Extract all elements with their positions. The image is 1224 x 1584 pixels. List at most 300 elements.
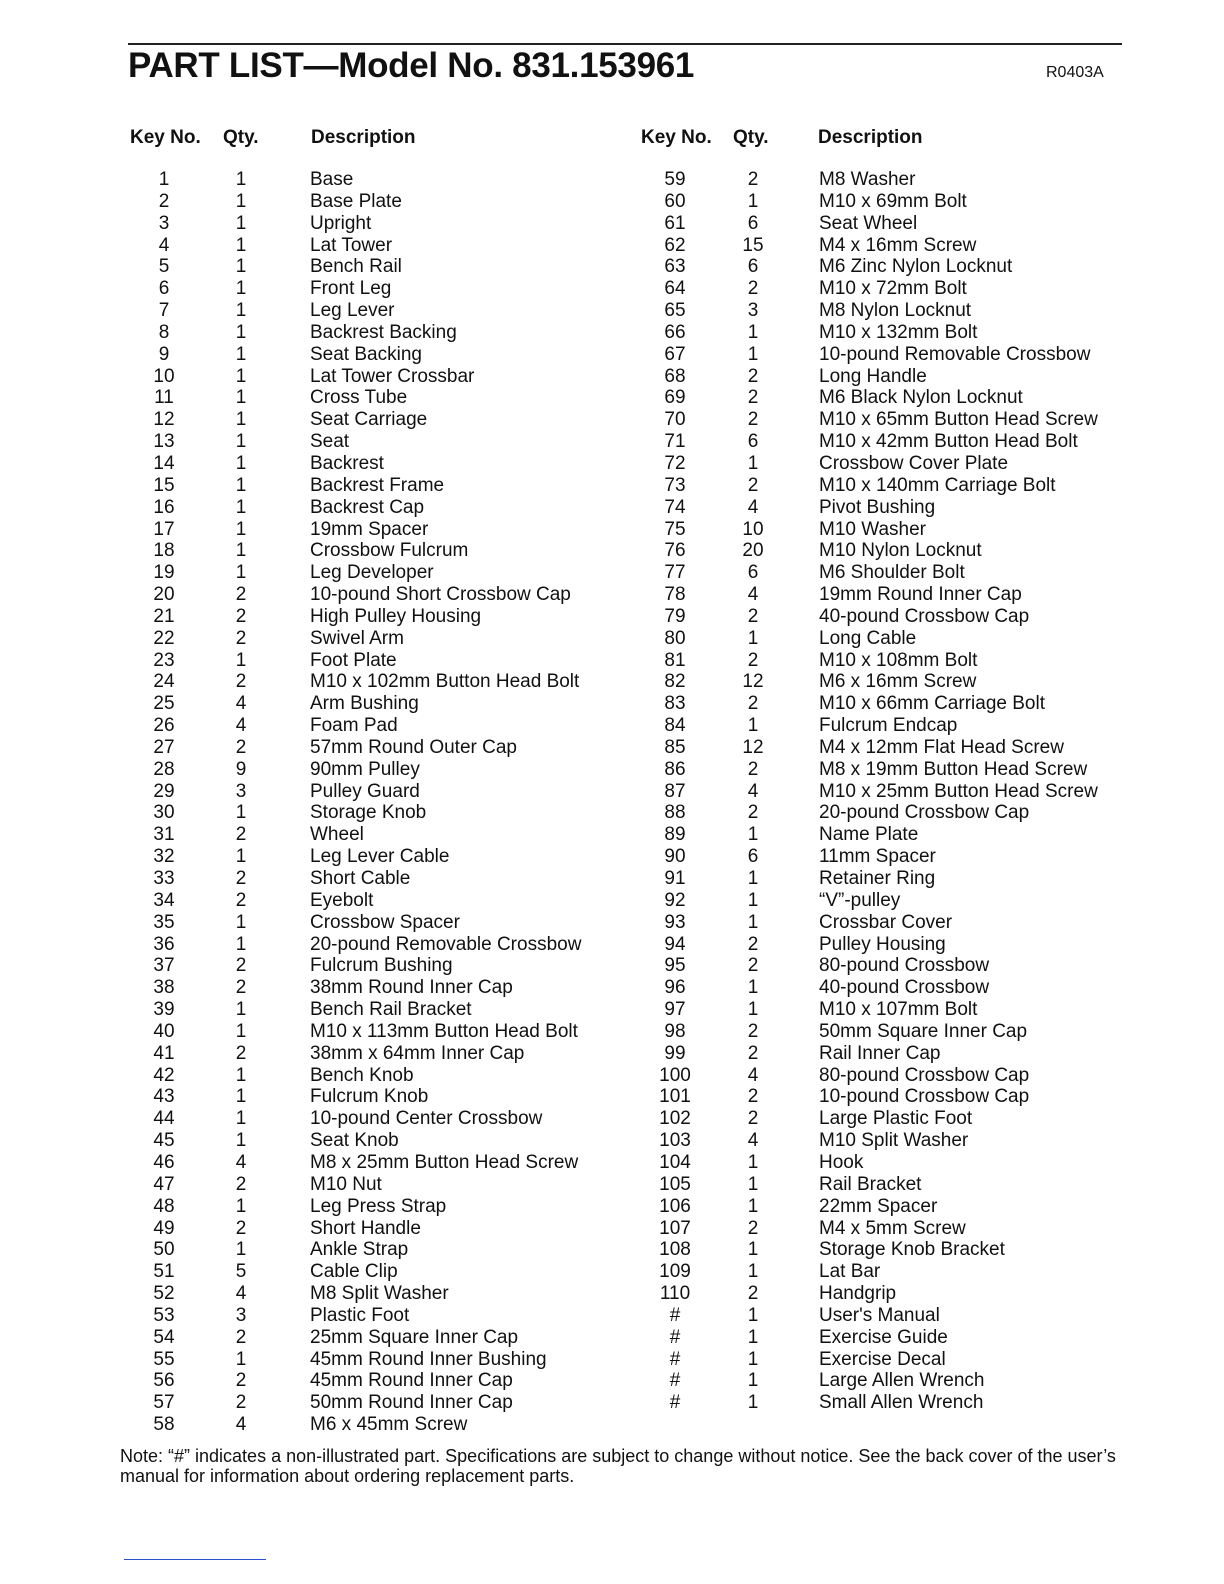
- part-quantity: 2: [747, 278, 759, 300]
- part-quantity: 1: [747, 1195, 759, 1217]
- part-key-number: 11: [154, 387, 174, 409]
- part-quantity: 4: [235, 1283, 247, 1305]
- part-description: Foot Plate: [310, 649, 397, 671]
- part-description: Crossbow Cover Plate: [819, 452, 1009, 474]
- part-description: 10-pound Removable Crossbow: [819, 343, 1091, 365]
- part-description: Cross Tube: [310, 387, 408, 409]
- part-description: M8 Washer: [819, 169, 916, 190]
- part-quantity: 2: [747, 955, 759, 977]
- part-quantity: 1: [235, 562, 247, 584]
- part-key-number: 41: [153, 1042, 175, 1064]
- part-quantity: 1: [747, 1173, 759, 1195]
- part-key-number: 93: [664, 911, 686, 933]
- part-description: 25mm Square Inner Cap: [310, 1326, 519, 1348]
- part-description: M10 x 72mm Bolt: [819, 278, 967, 300]
- part-description: Name Plate: [819, 824, 919, 846]
- part-quantity: 2: [235, 736, 247, 758]
- part-quantity: 1: [747, 1348, 759, 1370]
- part-key-number: 59: [664, 169, 686, 190]
- part-quantity: 1: [747, 1304, 759, 1326]
- part-description: M8 Split Washer: [310, 1283, 449, 1305]
- part-description: Crossbar Cover: [819, 911, 953, 933]
- part-key-number: 64: [664, 278, 686, 300]
- part-key-number: 89: [664, 824, 686, 846]
- part-description: M6 x 16mm Screw: [819, 671, 977, 693]
- part-description: High Pulley Housing: [310, 605, 482, 627]
- part-quantity: 4: [747, 1064, 759, 1086]
- part-key-number: 37: [153, 955, 175, 977]
- part-key-number: 105: [659, 1173, 691, 1195]
- part-key-number: 60: [664, 190, 686, 212]
- part-description: Wheel: [310, 824, 364, 846]
- part-key-number: 8: [158, 321, 170, 343]
- part-quantity: 1: [235, 1239, 247, 1261]
- part-quantity: 1: [747, 627, 759, 649]
- part-key-number: 43: [153, 1086, 175, 1108]
- part-quantity: 2: [747, 409, 759, 431]
- part-key-number: 23: [153, 649, 175, 671]
- part-quantity: 1: [747, 1261, 759, 1283]
- header-desc-right: Description: [818, 127, 923, 148]
- header-qty-right: Qty.: [733, 127, 769, 148]
- part-quantity: 2: [747, 933, 759, 955]
- part-key-number: 62: [664, 234, 686, 256]
- part-description: M6 Zinc Nylon Locknut: [819, 256, 1013, 278]
- part-key-number: 4: [158, 234, 170, 256]
- header-key-right: Key No.: [641, 127, 712, 148]
- part-description: M8 x 19mm Button Head Screw: [819, 758, 1088, 780]
- part-description: Bench Rail: [310, 256, 402, 278]
- part-description: Storage Knob Bracket: [819, 1239, 1005, 1261]
- part-key-number: 21: [153, 605, 175, 627]
- part-key-number: 31: [153, 824, 175, 846]
- part-key-number: 56: [153, 1370, 175, 1392]
- part-key-number: 58: [153, 1414, 175, 1436]
- part-description: Retainer Ring: [819, 868, 936, 889]
- part-description: 80-pound Crossbow Cap: [819, 1064, 1030, 1086]
- part-quantity: 2: [747, 1042, 759, 1064]
- part-key-number: 66: [664, 321, 686, 343]
- part-key-number: 19: [153, 562, 175, 584]
- part-description: M4 x 16mm Screw: [819, 234, 977, 256]
- part-quantity: 2: [747, 365, 759, 387]
- part-quantity: 2: [747, 758, 759, 780]
- part-quantity: 2: [235, 1392, 247, 1414]
- part-quantity: 1: [235, 278, 247, 300]
- part-key-number: 14: [153, 452, 175, 474]
- part-key-number: 75: [664, 518, 686, 540]
- part-key-number: 90: [664, 846, 686, 868]
- part-key-number: 54: [153, 1326, 175, 1348]
- part-key-number: 77: [664, 562, 686, 584]
- header-desc-left: Description: [311, 127, 416, 148]
- part-key-number: 65: [664, 300, 686, 322]
- part-quantity: 1: [235, 387, 247, 409]
- part-key-number: 1: [158, 169, 170, 190]
- part-description: Bench Rail Bracket: [310, 999, 472, 1021]
- part-description: M6 x 45mm Screw: [310, 1414, 468, 1436]
- part-key-number: 83: [664, 693, 686, 715]
- part-quantity: 1: [747, 1151, 759, 1173]
- part-description: M10 x 113mm Button Head Bolt: [310, 1020, 578, 1042]
- part-key-number: 39: [153, 999, 175, 1021]
- part-description: Seat Wheel: [819, 212, 918, 234]
- part-quantity: 2: [747, 474, 759, 496]
- part-quantity: 1: [235, 300, 247, 322]
- part-key-number: 88: [664, 802, 686, 824]
- part-quantity: 12: [742, 671, 764, 693]
- part-description: 45mm Round Inner Cap: [310, 1370, 513, 1392]
- part-key-number: 78: [664, 584, 686, 606]
- part-description: 10-pound Center Crossbow: [310, 1108, 543, 1130]
- part-quantity: 1: [235, 212, 247, 234]
- part-description: M10 x 42mm Button Head Bolt: [819, 431, 1078, 453]
- part-description: Handgrip: [819, 1283, 897, 1305]
- part-key-number: 30: [153, 802, 175, 824]
- part-quantity: 1: [235, 540, 247, 562]
- part-key-number: 47: [153, 1173, 175, 1195]
- part-key-number: 87: [664, 780, 686, 802]
- part-quantity: 2: [747, 1217, 759, 1239]
- part-description: M10 x 25mm Button Head Screw: [819, 780, 1098, 802]
- part-key-number: 100: [659, 1064, 691, 1086]
- part-quantity: 1: [235, 846, 247, 868]
- part-key-number: 96: [664, 977, 686, 999]
- header-key-left: Key No.: [130, 127, 201, 148]
- part-quantity: 1: [747, 868, 759, 889]
- part-description: Fulcrum Endcap: [819, 715, 958, 737]
- part-key-number: 25: [153, 693, 175, 715]
- part-description: Foam Pad: [310, 715, 398, 737]
- part-quantity: 1: [235, 431, 247, 453]
- part-quantity: 2: [747, 649, 759, 671]
- part-description: Leg Lever Cable: [310, 846, 450, 868]
- part-description: 57mm Round Outer Cap: [310, 736, 517, 758]
- part-description: Crossbow Fulcrum: [310, 540, 469, 562]
- part-key-number: 38: [153, 977, 175, 999]
- part-quantity: 2: [747, 1020, 759, 1042]
- part-key-number: 55: [153, 1348, 175, 1370]
- part-description: Storage Knob: [310, 802, 427, 824]
- part-description: Pulley Guard: [310, 780, 420, 802]
- part-key-number: 97: [664, 999, 686, 1021]
- part-quantity: 1: [747, 321, 759, 343]
- part-quantity: 2: [235, 824, 247, 846]
- part-quantity: 1: [235, 1064, 247, 1086]
- header-qty-left: Qty.: [223, 127, 259, 148]
- part-description: 19mm Round Inner Cap: [819, 584, 1022, 606]
- part-key-number: 95: [664, 955, 686, 977]
- part-key-number: 2: [158, 190, 170, 212]
- part-description: Pivot Bushing: [819, 496, 936, 518]
- part-key-number: #: [669, 1304, 681, 1326]
- part-key-number: 50: [153, 1239, 175, 1261]
- part-description: M10 Nut: [310, 1173, 382, 1195]
- part-description: M10 x 65mm Button Head Screw: [819, 409, 1098, 431]
- part-description: Seat Backing: [310, 343, 422, 365]
- part-quantity: 2: [235, 605, 247, 627]
- part-quantity: 1: [235, 999, 247, 1021]
- part-key-number: 49: [153, 1217, 175, 1239]
- part-quantity: 1: [235, 169, 247, 190]
- part-description: Base Plate: [310, 190, 402, 212]
- part-quantity: 2: [235, 1326, 247, 1348]
- part-description: 80-pound Crossbow: [819, 955, 990, 977]
- part-description: M10 x 132mm Bolt: [819, 321, 978, 343]
- part-description: Short Cable: [310, 868, 411, 889]
- page-title: PART LIST—Model No. 831.153961: [128, 46, 695, 85]
- part-description: Leg Lever: [310, 300, 395, 322]
- part-quantity: 1: [235, 321, 247, 343]
- part-description: Exercise Decal: [819, 1348, 946, 1370]
- part-description: M4 x 12mm Flat Head Screw: [819, 736, 1064, 758]
- part-quantity: 1: [235, 365, 247, 387]
- part-quantity: 2: [747, 1108, 759, 1130]
- part-quantity: 3: [235, 1304, 247, 1326]
- part-description: M8 Nylon Locknut: [819, 300, 972, 322]
- part-quantity: 2: [235, 1217, 247, 1239]
- part-description: Exercise Guide: [819, 1326, 948, 1348]
- part-description: M10 x 102mm Button Head Bolt: [310, 671, 580, 693]
- part-quantity: 1: [747, 715, 759, 737]
- part-quantity: 1: [747, 977, 759, 999]
- part-description: Crossbow Spacer: [310, 911, 460, 933]
- part-key-number: 68: [664, 365, 686, 387]
- part-key-number: 17: [153, 518, 175, 540]
- part-quantity: 1: [747, 1370, 759, 1392]
- part-description: 50mm Round Inner Cap: [310, 1392, 513, 1414]
- part-quantity: 1: [235, 1108, 247, 1130]
- part-key-number: 103: [659, 1130, 691, 1152]
- part-quantity: 1: [747, 190, 759, 212]
- part-key-number: 7: [158, 300, 170, 322]
- part-description: Seat Carriage: [310, 409, 428, 431]
- part-description: 40-pound Crossbow: [819, 977, 990, 999]
- part-description: Eyebolt: [310, 889, 374, 911]
- part-quantity: 1: [235, 1086, 247, 1108]
- part-description: Large Plastic Foot: [819, 1108, 973, 1130]
- part-description: 90mm Pulley: [310, 758, 420, 780]
- part-key-number: 110: [659, 1283, 691, 1305]
- part-description: Leg Developer: [310, 562, 434, 584]
- part-quantity: 10: [742, 518, 764, 540]
- part-key-number: 76: [664, 540, 686, 562]
- part-key-number: 36: [153, 933, 175, 955]
- part-description: 11mm Spacer: [819, 846, 936, 868]
- part-description: M10 x 69mm Bolt: [819, 190, 967, 212]
- part-description: M8 x 25mm Button Head Screw: [310, 1151, 579, 1173]
- part-quantity: 6: [747, 846, 759, 868]
- part-description: Backrest: [310, 452, 384, 474]
- part-key-number: 104: [659, 1151, 691, 1173]
- part-description: 10-pound Crossbow Cap: [819, 1086, 1030, 1108]
- part-description: 40-pound Crossbow Cap: [819, 605, 1030, 627]
- part-description: 50mm Square Inner Cap: [819, 1020, 1028, 1042]
- part-description: M10 Nylon Locknut: [819, 540, 982, 562]
- part-quantity: 1: [235, 1130, 247, 1152]
- part-quantity: 2: [235, 584, 247, 606]
- part-quantity: 1: [235, 343, 247, 365]
- part-key-number: 63: [664, 256, 686, 278]
- part-key-number: 27: [153, 736, 175, 758]
- part-key-number: 15: [153, 474, 175, 496]
- part-key-number: 102: [659, 1108, 691, 1130]
- part-quantity: 1: [747, 1239, 759, 1261]
- part-quantity: 2: [235, 889, 247, 911]
- part-key-number: 9: [158, 343, 170, 365]
- part-quantity: 3: [747, 300, 759, 322]
- part-quantity: 1: [235, 234, 247, 256]
- part-key-number: 94: [664, 933, 686, 955]
- part-key-number: 72: [664, 452, 686, 474]
- part-description: 38mm Round Inner Cap: [310, 977, 513, 999]
- part-quantity: 6: [747, 256, 759, 278]
- part-description: M10 x 66mm Carriage Bolt: [819, 693, 1045, 715]
- part-quantity: 4: [235, 693, 247, 715]
- part-key-number: 82: [664, 671, 686, 693]
- part-description: Long Handle: [819, 365, 927, 387]
- part-description: Upright: [310, 212, 372, 234]
- part-quantity: 6: [747, 562, 759, 584]
- part-quantity: 2: [235, 671, 247, 693]
- part-key-number: 73: [664, 474, 686, 496]
- part-description: M10 x 107mm Bolt: [819, 999, 978, 1021]
- part-quantity: 12: [742, 736, 764, 758]
- part-quantity: 9: [235, 758, 247, 780]
- part-key-number: 33: [153, 868, 175, 889]
- part-key-number: 48: [153, 1195, 175, 1217]
- part-description: Ankle Strap: [310, 1239, 409, 1261]
- part-key-number: #: [669, 1348, 681, 1370]
- part-key-number: 34: [153, 889, 175, 911]
- part-quantity: 4: [747, 584, 759, 606]
- part-key-number: 13: [153, 431, 175, 453]
- part-quantity: 1: [235, 518, 247, 540]
- part-description: User's Manual: [819, 1304, 940, 1326]
- part-key-number: 45: [153, 1130, 175, 1152]
- footer-rule: [124, 1559, 266, 1560]
- part-quantity: 5: [235, 1261, 247, 1283]
- part-description: M6 Shoulder Bolt: [819, 562, 965, 584]
- part-key-number: 57: [153, 1392, 175, 1414]
- part-quantity: 1: [235, 409, 247, 431]
- part-quantity: 1: [235, 1348, 247, 1370]
- part-key-number: 70: [664, 409, 686, 431]
- part-key-number: 10: [153, 365, 175, 387]
- part-description: Fulcrum Bushing: [310, 955, 453, 977]
- part-key-number: 91: [664, 868, 686, 889]
- part-quantity: 4: [235, 1151, 247, 1173]
- part-key-number: 108: [659, 1239, 691, 1261]
- part-quantity: 2: [235, 627, 247, 649]
- part-quantity: 3: [235, 780, 247, 802]
- part-key-number: 99: [664, 1042, 686, 1064]
- part-quantity: 2: [747, 387, 759, 409]
- part-quantity: 1: [235, 496, 247, 518]
- part-description: 20-pound Crossbow Cap: [819, 802, 1030, 824]
- part-key-number: 16: [153, 496, 175, 518]
- part-quantity: 2: [747, 605, 759, 627]
- part-key-number: 85: [664, 736, 686, 758]
- part-quantity: 2: [747, 1283, 759, 1305]
- part-description: Lat Bar: [819, 1261, 881, 1283]
- part-quantity: 4: [235, 715, 247, 737]
- part-description: 45mm Round Inner Bushing: [310, 1348, 547, 1370]
- part-quantity: 6: [747, 212, 759, 234]
- part-key-number: 84: [664, 715, 686, 737]
- part-key-number: 18: [153, 540, 175, 562]
- part-quantity: 1: [235, 802, 247, 824]
- part-description: Small Allen Wrench: [819, 1392, 984, 1414]
- part-quantity: 1: [235, 190, 247, 212]
- part-quantity: 2: [235, 1173, 247, 1195]
- part-quantity: 4: [747, 780, 759, 802]
- part-quantity: 1: [235, 1195, 247, 1217]
- part-key-number: 109: [659, 1261, 691, 1283]
- part-quantity: 6: [747, 431, 759, 453]
- part-description: Fulcrum Knob: [310, 1086, 429, 1108]
- part-quantity: 2: [235, 1370, 247, 1392]
- part-description: Rail Bracket: [819, 1173, 922, 1195]
- part-key-number: 71: [664, 431, 686, 453]
- part-key-number: 79: [664, 605, 686, 627]
- part-description: Backrest Backing: [310, 321, 457, 343]
- part-key-number: 32: [153, 846, 175, 868]
- part-quantity: 2: [747, 693, 759, 715]
- part-description: 38mm x 64mm Inner Cap: [310, 1042, 525, 1064]
- part-quantity: 1: [235, 452, 247, 474]
- part-quantity: 1: [235, 649, 247, 671]
- part-key-number: 74: [664, 496, 686, 518]
- part-quantity: 2: [235, 955, 247, 977]
- part-description: M6 Black Nylon Locknut: [819, 387, 1023, 409]
- part-key-number: 46: [153, 1151, 175, 1173]
- footnote: Note: “#” indicates a non-illustrated part. Specifications are subject to change without notice. See the back cover of the user’s manual for information about ordering replacement parts.: [120, 1446, 1116, 1486]
- part-description: Bench Knob: [310, 1064, 414, 1086]
- part-description: Seat Knob: [310, 1130, 399, 1152]
- part-key-number: 92: [664, 889, 686, 911]
- part-description: Pulley Housing: [819, 933, 946, 955]
- part-quantity: 1: [235, 911, 247, 933]
- part-description: Large Allen Wrench: [819, 1370, 985, 1392]
- part-key-number: 67: [664, 343, 686, 365]
- part-description: Rail Inner Cap: [819, 1042, 941, 1064]
- part-key-number: #: [669, 1392, 681, 1414]
- part-key-number: 28: [153, 758, 175, 780]
- part-description: Backrest Cap: [310, 496, 425, 518]
- part-key-number: 35: [153, 911, 175, 933]
- part-description: 22mm Spacer: [819, 1195, 938, 1217]
- part-key-number: 81: [664, 649, 686, 671]
- part-description: Leg Press Strap: [310, 1195, 447, 1217]
- part-description: Lat Tower: [310, 234, 393, 256]
- part-quantity: 1: [747, 343, 759, 365]
- part-description: 10-pound Short Crossbow Cap: [310, 584, 571, 606]
- part-quantity: 1: [235, 1020, 247, 1042]
- part-description: Cable Clip: [310, 1261, 398, 1283]
- part-quantity: 1: [747, 824, 759, 846]
- part-key-number: 44: [153, 1108, 175, 1130]
- part-description: Base: [310, 169, 354, 190]
- part-key-number: 20: [153, 584, 175, 606]
- part-description: Plastic Foot: [310, 1304, 410, 1326]
- part-key-number: 5: [158, 256, 170, 278]
- part-key-number: 52: [153, 1283, 175, 1305]
- part-quantity: 2: [747, 802, 759, 824]
- part-key-number: 42: [153, 1064, 175, 1086]
- part-description: Long Cable: [819, 627, 917, 649]
- part-description: 19mm Spacer: [310, 518, 429, 540]
